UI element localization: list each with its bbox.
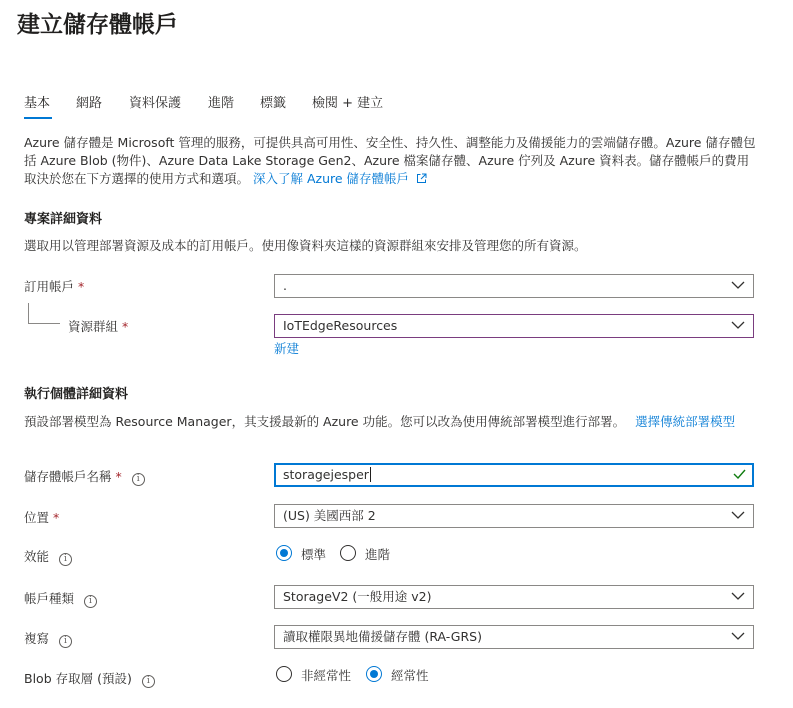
performance-standard-radio[interactable] xyxy=(276,545,292,561)
account-kind-value: StorageV2 (一般用途 v2) xyxy=(283,589,432,604)
performance-standard-label[interactable]: 標準 xyxy=(301,547,327,562)
page-title: 建立儲存體帳戶 xyxy=(17,12,178,38)
resource-group-value: IoTEdgeResources xyxy=(283,318,398,333)
replication-dropdown[interactable] xyxy=(274,625,754,649)
performance-premium-label[interactable]: 進階 xyxy=(365,547,391,562)
performance-premium-radio[interactable] xyxy=(340,545,356,561)
info-icon[interactable]: i xyxy=(132,473,145,486)
blob-tier-label xyxy=(24,669,155,688)
blob-tier-cool-radio[interactable] xyxy=(276,666,292,682)
info-icon[interactable]: i xyxy=(59,553,72,566)
instance-details-heading: 執行個體詳細資料 xyxy=(24,387,129,402)
info-icon[interactable]: i xyxy=(59,635,72,648)
learn-more-link[interactable] xyxy=(253,171,427,186)
resource-group-dropdown[interactable] xyxy=(274,314,754,338)
resource-group-label-text: 資源群組 xyxy=(68,319,119,334)
subscription-label xyxy=(24,277,84,295)
required-marker: * xyxy=(115,469,122,484)
location-dropdown[interactable] xyxy=(274,504,754,528)
chevron-down-icon xyxy=(731,321,745,329)
required-marker: * xyxy=(53,510,60,525)
replication-label xyxy=(24,629,72,648)
storage-account-name-input[interactable] xyxy=(274,463,754,487)
create-new-resource-group-link[interactable]: 新建 xyxy=(274,341,300,356)
blob-tier-hot-radio[interactable] xyxy=(366,666,382,682)
required-marker: * xyxy=(122,319,129,334)
subscription-value: . xyxy=(283,278,287,293)
account-name-value: storagejesper xyxy=(283,467,369,482)
chevron-down-icon xyxy=(731,632,745,640)
subscription-label-text: 訂用帳戶 xyxy=(24,279,75,294)
project-details-heading: 專案詳細資料 xyxy=(24,212,103,227)
resource-group-label xyxy=(68,317,128,335)
blob-tier-label-text: Blob 存取層 (預設) xyxy=(24,671,132,686)
external-link-icon xyxy=(416,173,427,184)
info-icon[interactable]: i xyxy=(84,595,97,608)
account-kind-dropdown[interactable] xyxy=(274,585,754,609)
text-caret xyxy=(370,467,371,482)
subscription-dropdown[interactable] xyxy=(274,274,754,298)
tree-connector xyxy=(28,323,60,324)
blob-tier-cool-label[interactable]: 非經常性 xyxy=(301,668,352,683)
account-kind-label xyxy=(24,589,97,608)
tab-advanced[interactable]: 進階 xyxy=(208,96,235,111)
instance-details-description xyxy=(24,412,735,430)
account-kind-label-text: 帳戶種類 xyxy=(24,591,75,606)
chevron-down-icon xyxy=(731,511,745,519)
performance-label xyxy=(24,547,72,566)
tab-tags[interactable]: 標籤 xyxy=(260,96,287,111)
tab-data-protection[interactable]: 資料保護 xyxy=(129,96,182,111)
info-icon[interactable]: i xyxy=(142,675,155,688)
instance-details-text: 預設部署模型為 Resource Manager，其支援最新的 Azure 功能。您可以改為使用傳統部署模型進行部署。 xyxy=(24,414,626,429)
performance-label-text: 效能 xyxy=(24,549,50,564)
active-tab-indicator xyxy=(24,117,52,119)
required-marker: * xyxy=(78,279,85,294)
location-label-text: 位置 xyxy=(24,510,50,525)
tab-review-create[interactable]: 檢閱 + 建立 xyxy=(312,96,384,111)
replication-value: 讀取權限異地備援儲存體 (RA-GRS) xyxy=(283,629,482,644)
project-details-description: 選取用以管理部署資源及成本的訂用帳戶。使用像資料夾這樣的資源群組來安排及管理您的所有資源。 xyxy=(24,238,587,253)
account-name-label xyxy=(24,467,145,486)
blob-tier-hot-label[interactable]: 經常性 xyxy=(391,668,429,683)
learn-more-link-text: 深入了解 Azure 儲存體帳戶 xyxy=(253,171,410,186)
location-value: (US) 美國西部 2 xyxy=(283,508,376,523)
location-label xyxy=(24,508,59,526)
account-name-label-text: 儲存體帳戶名稱 xyxy=(24,469,112,484)
intro-description xyxy=(24,134,759,188)
tree-connector xyxy=(28,303,29,323)
chevron-down-icon xyxy=(731,281,745,289)
chevron-down-icon xyxy=(731,592,745,600)
classic-deployment-link[interactable]: 選擇傳統部署模型 xyxy=(635,414,736,429)
tab-basics[interactable]: 基本 xyxy=(24,96,51,111)
replication-label-text: 複寫 xyxy=(24,631,50,646)
checkmark-icon xyxy=(733,469,746,479)
intro-text: Azure 儲存體是 Microsoft 管理的服務，可提供具高可用性、安全性、持久性、調整能力及備援能力的雲端儲存體。Azure 儲存體包括 Azure Blob (物件)、Azure Data Lake Storage Gen2、Azure 檔案儲存體、Azure 佇列及 Azure 資料表。儲存體帳戶的費用取決於您在下方選擇的使用方式和選項。 xyxy=(24,135,756,186)
tab-networking[interactable]: 網路 xyxy=(76,96,103,111)
